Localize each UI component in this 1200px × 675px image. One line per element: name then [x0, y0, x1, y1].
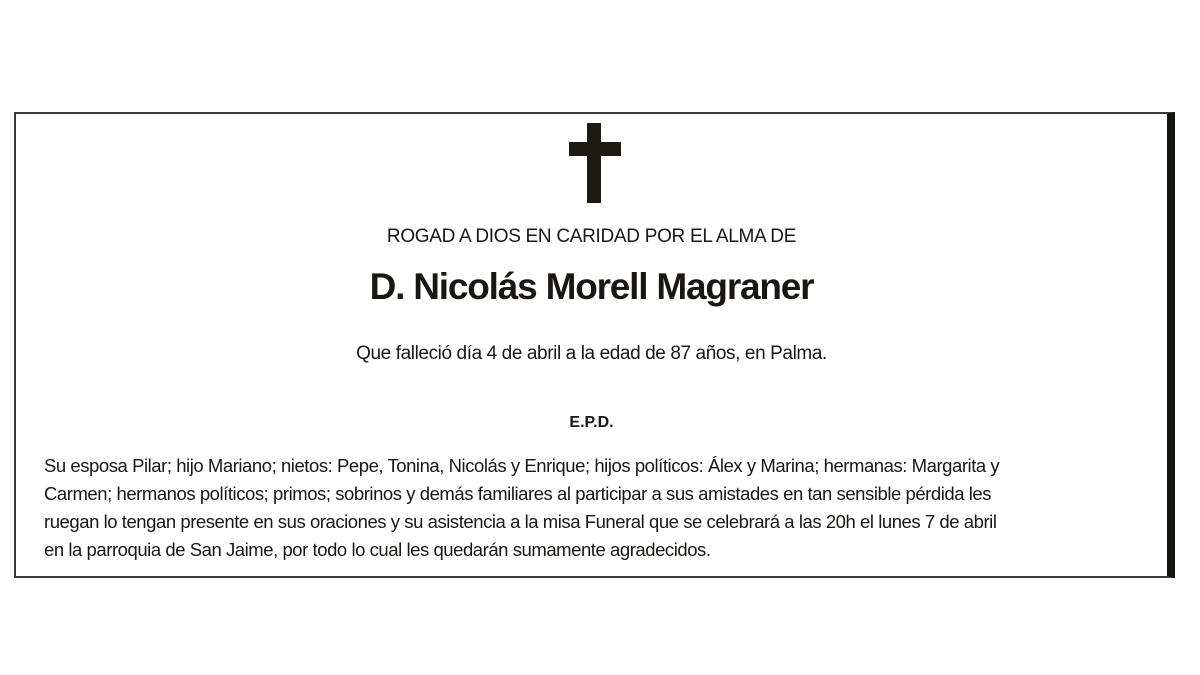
cross-icon	[569, 123, 621, 203]
obituary-notice	[14, 112, 1175, 578]
family-message-line: en la parroquia de San Jaime, por todo lo cual les quedarán sumamente agradecidos.	[44, 539, 711, 560]
intro-text: ROGAD A DIOS EN CARIDAD POR EL ALMA DE	[386, 226, 797, 247]
family-message	[44, 452, 1152, 564]
family-message-line: Carmen; hermanos políticos; primos; sobrinos y demás familiares al participar a sus amistades en tan sensible pérdida les	[44, 483, 992, 504]
cross-vertical-bar	[587, 123, 601, 203]
death-info: Que falleció día 4 de abril a la edad de 87 años, en Palma.	[356, 343, 827, 364]
family-message-line: Su esposa Pilar; hijo Mariano; nietos: Pepe, Tonina, Nicolás y Enrique; hijos políticos: Álex y Marina; hermanas: Margarita y	[44, 455, 1000, 476]
epd-label: E.P.D.	[569, 414, 614, 431]
cross-horizontal-bar	[569, 142, 621, 156]
deceased-name: D. Nicolás Morell Magraner	[369, 266, 814, 307]
family-message-line: ruegan lo tengan presente en sus oraciones y su asistencia a la misa Funeral que se celebrará a las 20h el lunes 7 de abril	[44, 511, 997, 532]
